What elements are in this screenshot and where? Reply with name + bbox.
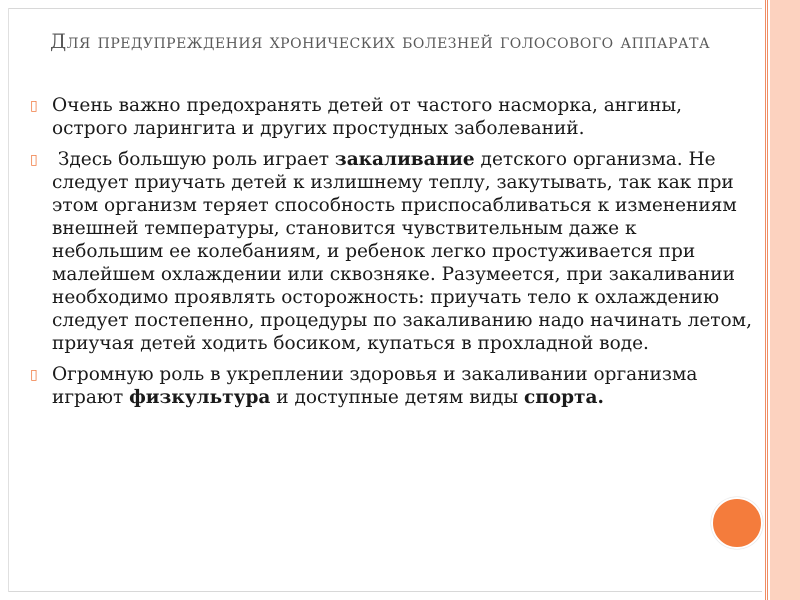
bullet-item	[30, 363, 752, 409]
bullet-text: Очень важно предохранять детей от частого насморка, ангины, острого ларингита и других простудных заболеваний.	[52, 95, 683, 139]
slide-body	[30, 94, 752, 417]
bullet-bold-term: закаливание	[334, 149, 475, 170]
bullet-item	[30, 148, 752, 355]
slide-title: Для предупреждения хронических болезней голосового аппарата	[50, 29, 711, 53]
right-accent-line	[767, 0, 768, 600]
right-decorative-band	[770, 0, 800, 600]
bullet-text-part: детского организма. Не следует приучать детей к излишнему теплу, закутывать, так как при этом организм теряет способность приспосабливаться к изменениям внешней температуры, становится чувствительным даже к небольшим ее колебаниям, и ребенок легко простуживается при малейшем охлаждении или сквозняке. Разумеется, при закаливании необходимо проявлять осторожность: приучать тело к охлаждению следует постепенно, процедуры по закаливанию надо начинать летом, приучая детей ходить босиком, купаться в прохладной воде.	[52, 149, 752, 354]
bullet-marker-icon: ▯	[30, 367, 38, 383]
frame-bottom-border	[8, 591, 762, 592]
frame-left-border	[8, 8, 9, 592]
bullet-marker-icon: ▯	[30, 152, 38, 168]
bullet-text-part: Огромную роль в укреплении здоровья и закаливании организма играют	[52, 364, 698, 408]
decorative-circle	[711, 497, 763, 549]
frame-top-border	[8, 8, 762, 9]
bullet-text	[52, 364, 697, 408]
bullet-text	[52, 149, 752, 354]
bullet-bold-term: физкультура	[129, 387, 271, 408]
right-accent-line	[765, 0, 766, 600]
bullet-bold-term: спорта.	[523, 387, 604, 408]
bullet-text-part: и доступные детям виды	[270, 387, 524, 408]
bullet-marker-icon: ▯	[30, 98, 38, 114]
bullet-text-part: Здесь большую роль играет	[52, 149, 335, 170]
bullet-item	[30, 94, 752, 140]
